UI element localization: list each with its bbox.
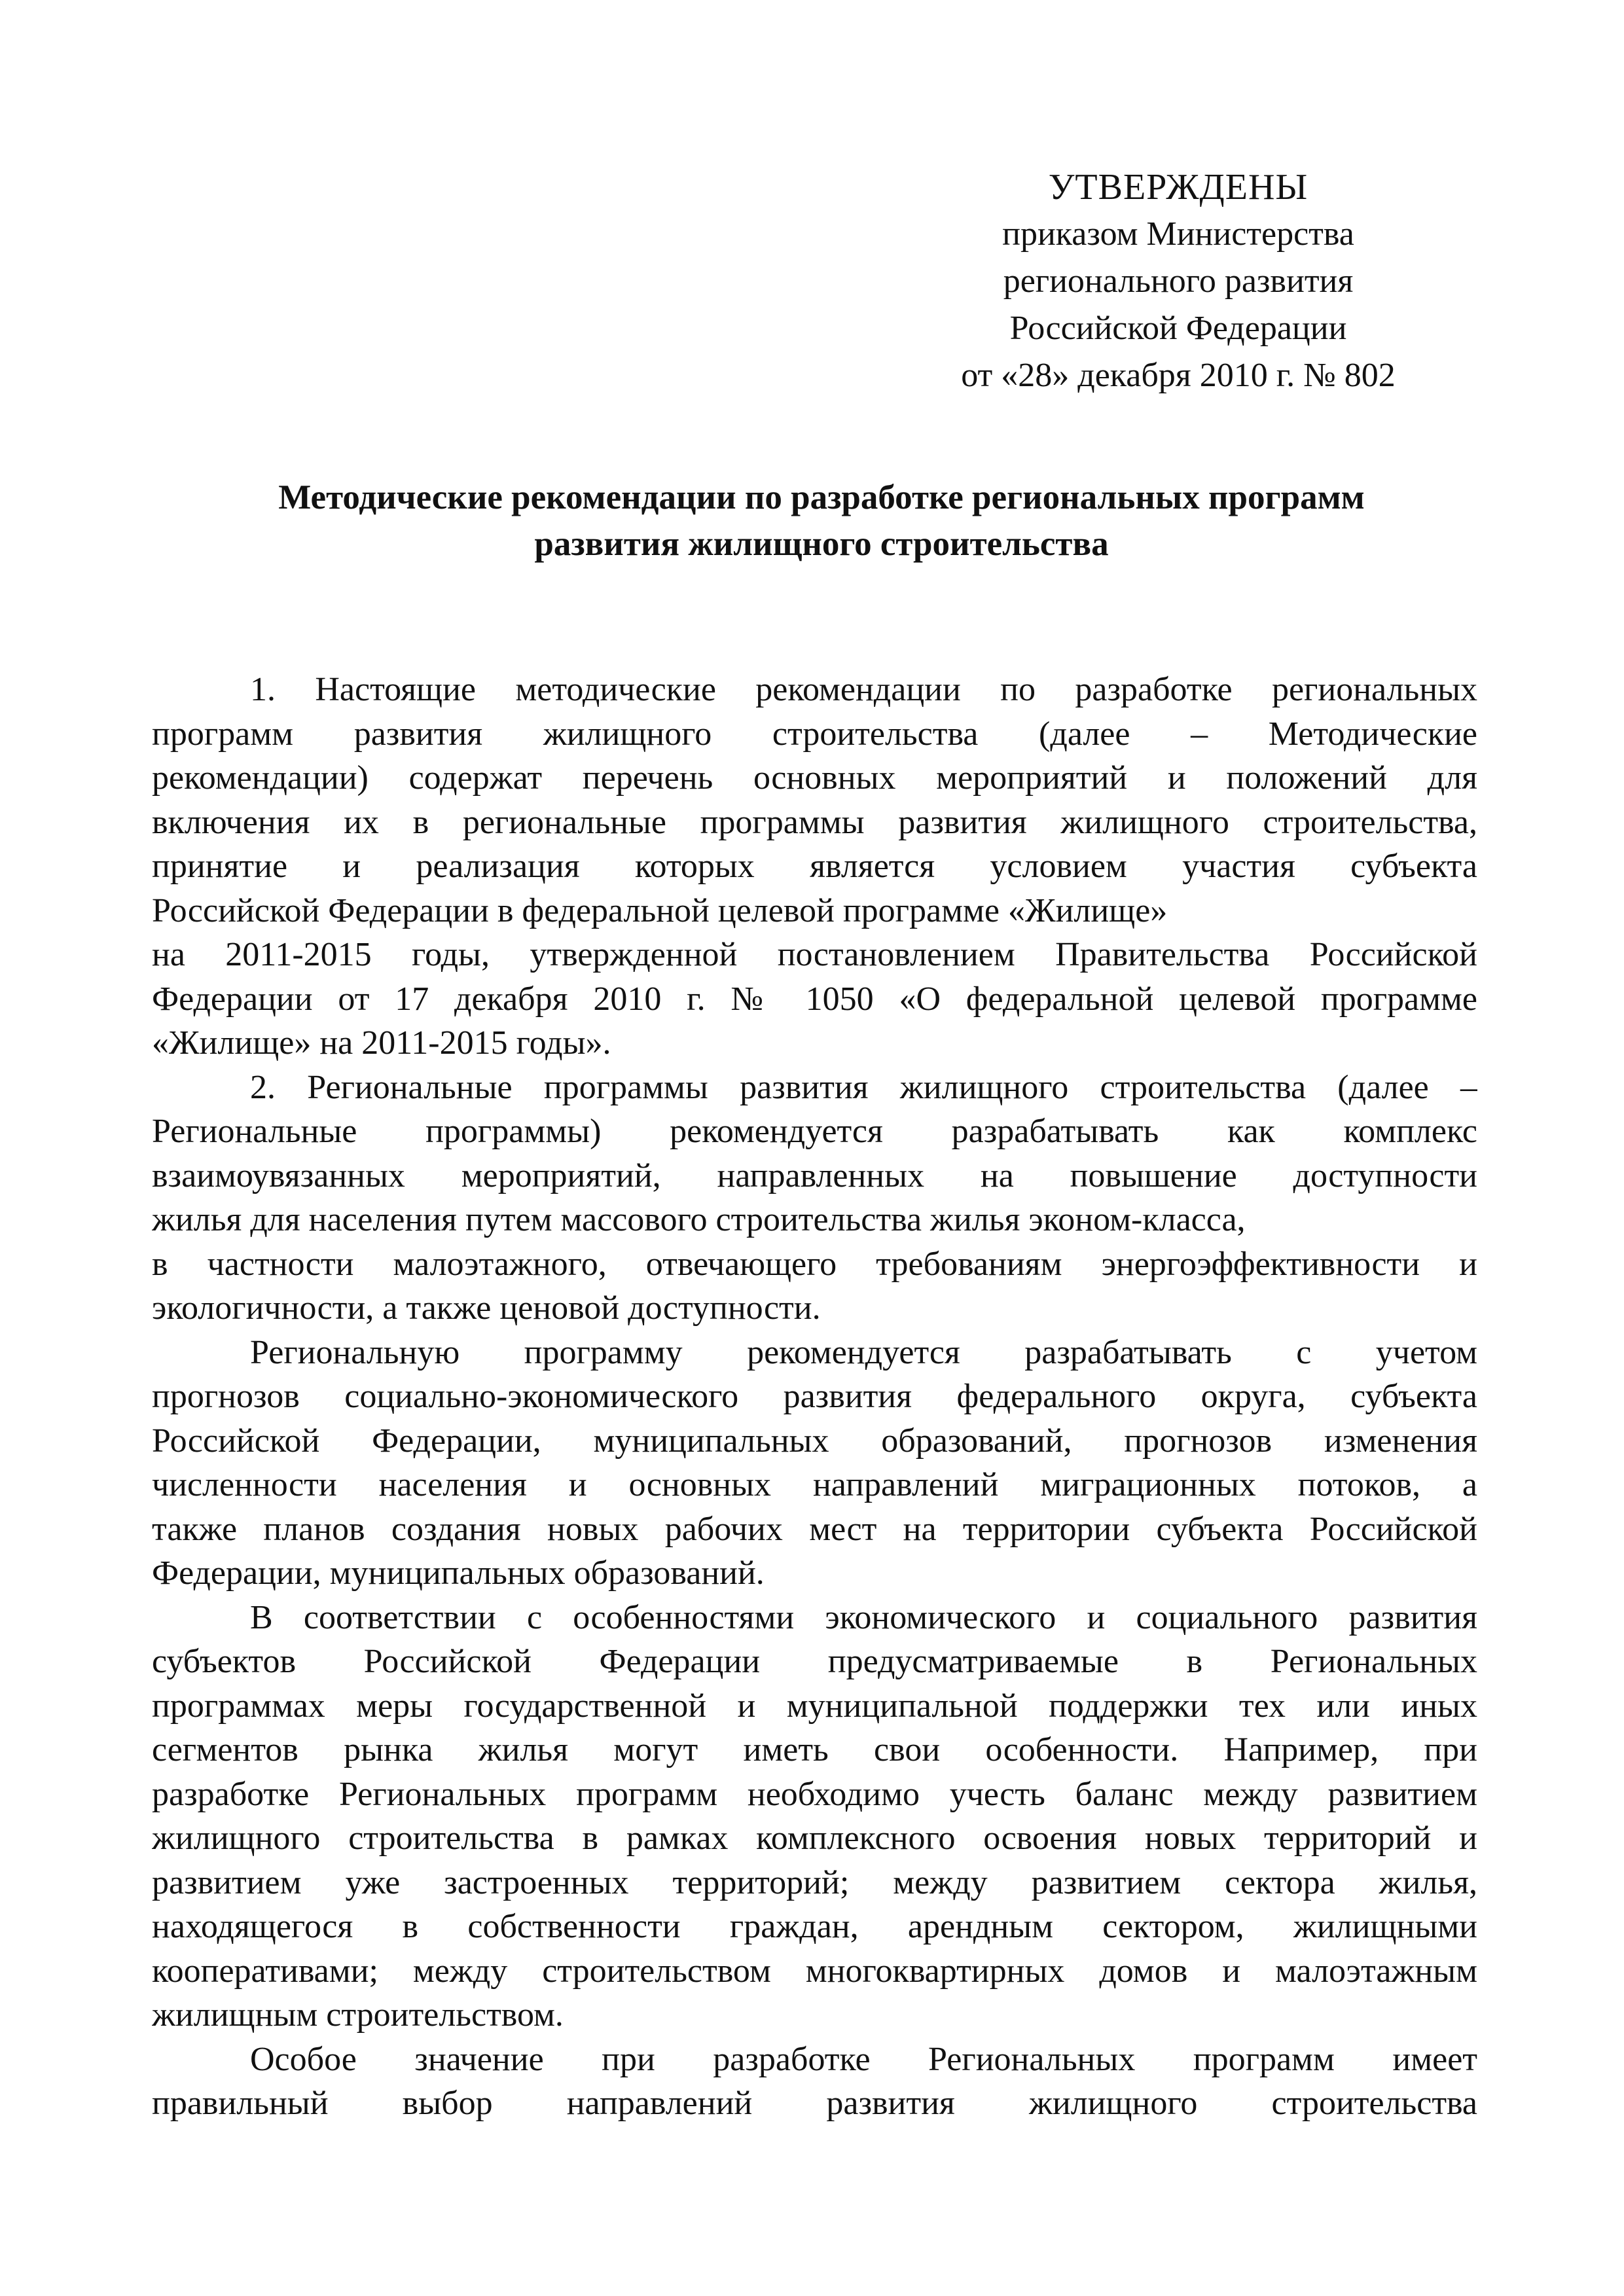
body-line: программ развития жилищного строительства (далее – Методические bbox=[152, 715, 1477, 753]
body-line: программах меры государственной и муниципальной поддержки тех или иных bbox=[152, 1687, 1477, 1725]
body-line: Российской Федерации, муниципальных образований, прогнозов изменения bbox=[152, 1422, 1477, 1460]
body-line: Региональную программу рекомендуется разрабатывать с учетом bbox=[250, 1333, 1477, 1371]
body-line: в частности малоэтажного, отвечающего требованиям энергоэффективности и bbox=[152, 1245, 1477, 1283]
document-title bbox=[151, 475, 1492, 567]
document-title-line-2: развития жилищного строительства bbox=[534, 525, 1109, 563]
body-line: Особое значение при разработке Региональных программ имеет bbox=[250, 2040, 1477, 2078]
body-line: жилья для населения путем массового строительства жилья эконом-класса, bbox=[152, 1201, 1246, 1238]
body-line: Российской Федерации в федеральной целевой программе «Жилище» bbox=[152, 891, 1168, 929]
body-line: включения их в региональные программы развития жилищного строительства, bbox=[152, 803, 1477, 841]
body-line: «Жилище» на 2011-2015 годы». bbox=[152, 1024, 611, 1062]
approval-date-number: от «28» декабря 2010 г. № 802 bbox=[961, 357, 1396, 394]
body-line: численности населения и основных направлений миграционных потоков, а bbox=[152, 1466, 1477, 1503]
body-line: субъектов Российской Федерации предусматриваемые в Региональных bbox=[152, 1643, 1477, 1680]
body-line: Федерации от 17 декабря 2010 г. № 1050 «О федеральной целевой программе bbox=[152, 980, 1477, 1018]
body-line: Федерации, муниципальных образований. bbox=[152, 1554, 765, 1592]
body-line: разработке Региональных программ необходимо учесть баланс между развитием bbox=[152, 1775, 1477, 1813]
body-line: 2. Региональные программы развития жилищного строительства (далее – bbox=[250, 1068, 1477, 1106]
approval-line: Российской Федерации bbox=[1009, 310, 1347, 347]
body-line: жилищным строительством. bbox=[152, 1996, 564, 2034]
body-line: 1. Настоящие методические рекомендации по разработке региональных bbox=[250, 671, 1477, 708]
body-line: развитием уже застроенных территорий; между развитием сектора жилья, bbox=[152, 1863, 1477, 1901]
body-line: сегментов рынка жилья могут иметь свои особенности. Например, при bbox=[152, 1731, 1477, 1768]
document-title-line-1: Методические рекомендации по разработке региональных программ bbox=[278, 478, 1365, 516]
approval-title: УТВЕРЖДЕНЫ bbox=[1048, 167, 1308, 207]
body-line: правильный выбор направлений развития жилищного строительства bbox=[152, 2085, 1477, 2122]
body-line: также планов создания новых рабочих мест на территории субъекта Российской bbox=[152, 1510, 1477, 1548]
body-text bbox=[152, 668, 1477, 2126]
body-line: В соответствии с особенностями экономического и социального развития bbox=[250, 1598, 1477, 1636]
body-line: прогнозов социально-экономического развития федерального округа, субъекта bbox=[152, 1378, 1477, 1415]
approval-block bbox=[851, 164, 1506, 399]
body-line: взаимоувязанных мероприятий, направленных на повышение доступности bbox=[152, 1157, 1477, 1194]
body-line: жилищного строительства в рамках комплексного освоения новых территорий и bbox=[152, 1820, 1477, 1857]
body-line: экологичности, а также ценовой доступности. bbox=[152, 1289, 821, 1327]
body-line: Региональные программы) рекомендуется разрабатывать как комплекс bbox=[152, 1113, 1477, 1150]
body-line: на 2011-2015 годы, утвержденной постановлением Правительства Российской bbox=[152, 936, 1477, 973]
body-line: принятие и реализация которых является условием участия субъекта bbox=[152, 848, 1477, 885]
body-line: рекомендации) содержат перечень основных мероприятий и положений для bbox=[152, 759, 1477, 797]
body-line: находящегося в собственности граждан, арендным сектором, жилищными bbox=[152, 1908, 1477, 1945]
approval-line: регионального развития bbox=[1003, 262, 1354, 300]
body-line: кооперативами; между строительством многоквартирных домов и малоэтажным bbox=[152, 1952, 1477, 1990]
approval-line: приказом Министерства bbox=[1002, 215, 1354, 253]
